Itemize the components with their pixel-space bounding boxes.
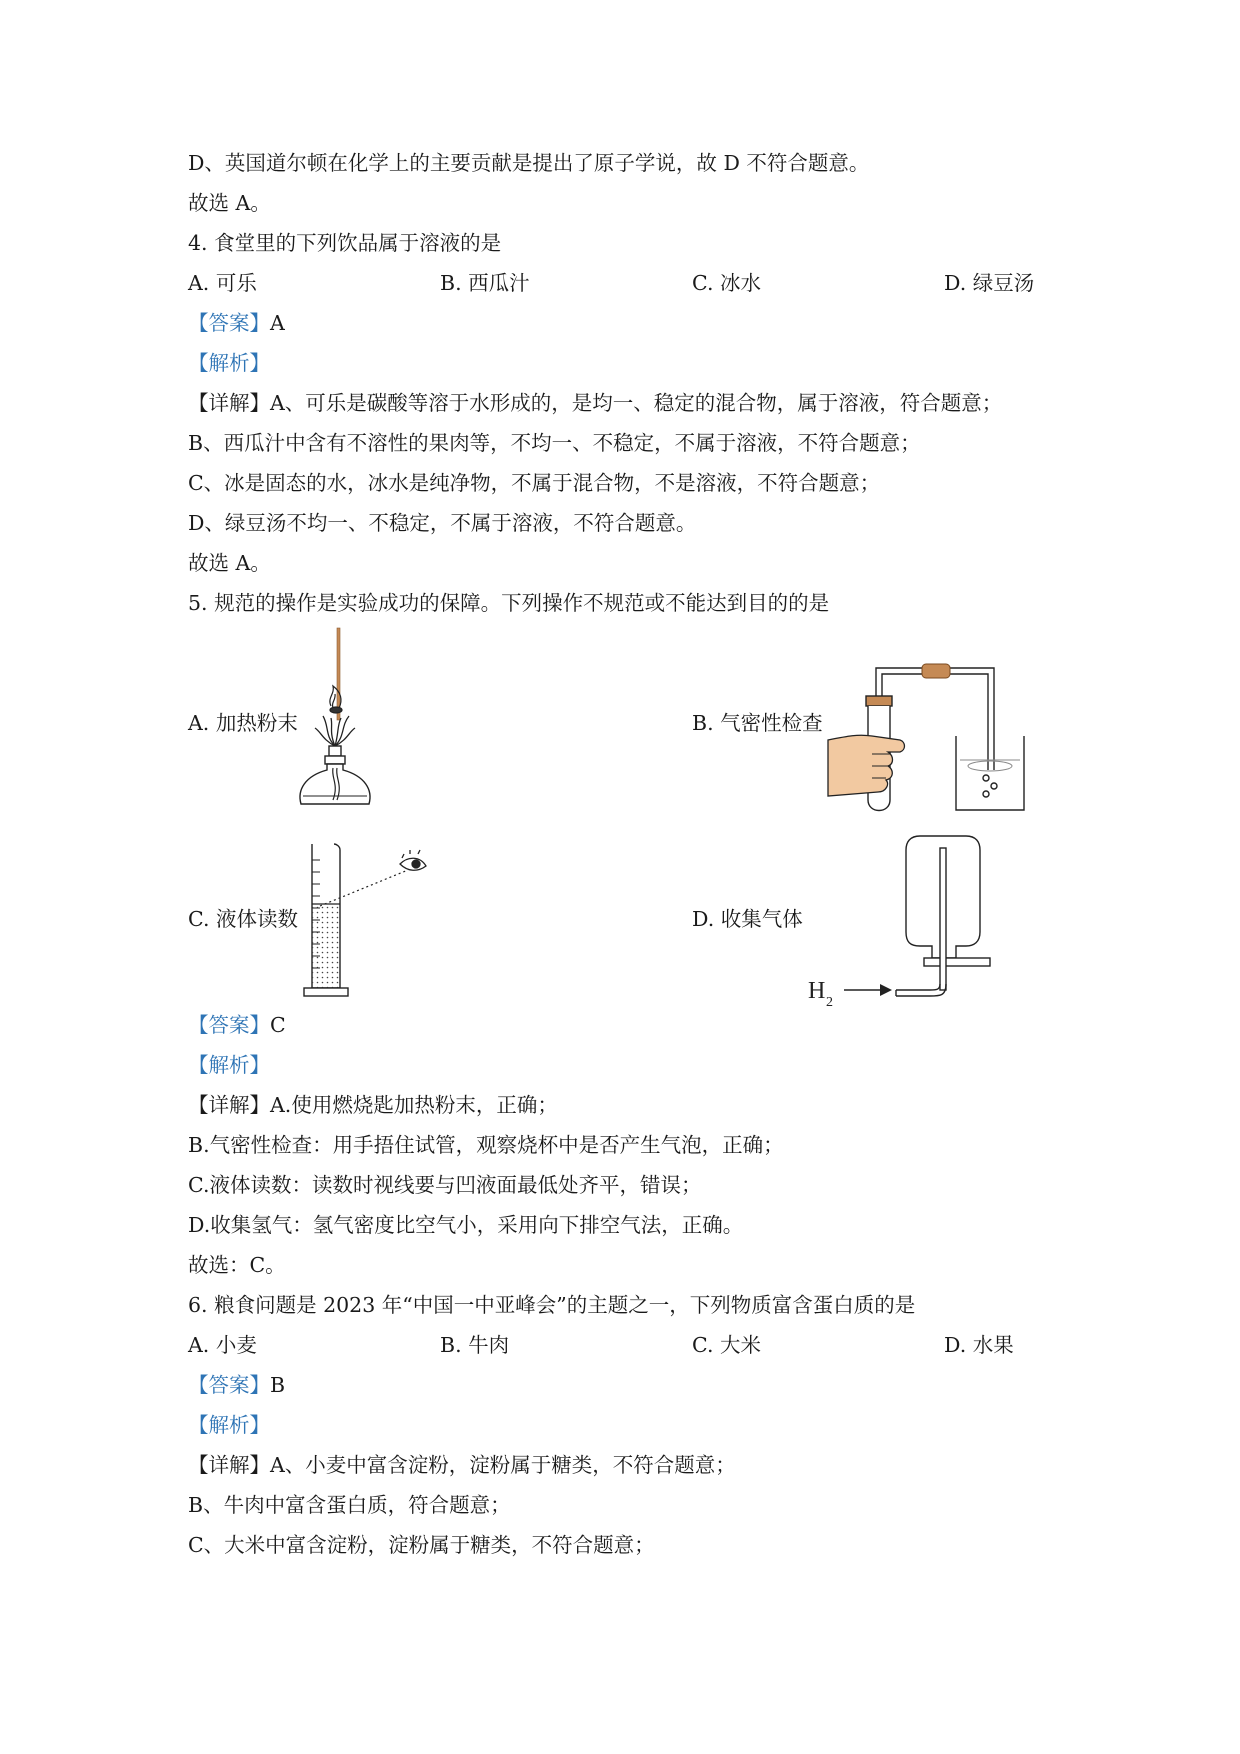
q4-detail-c: C、冰是固态的水，冰水是纯净物，不属于混合物，不是溶液，不符合题意； (188, 471, 881, 495)
q6-option-b: B. 牛肉 (440, 1333, 510, 1357)
q6-option-a: A. 小麦 (188, 1333, 257, 1357)
q3-conclusion: 故选 A。 (188, 191, 271, 215)
q5-detail-b: B.气密性检查：用手捂住试管，观察烧杯中是否产生气泡，正确； (188, 1133, 784, 1157)
q5-option-c: C. 液体读数 (188, 907, 298, 931)
q6-stem: 6. 粮食问题是 2023 年“中国一中亚峰会”的主题之一，下列物质富含蛋白质的是 (188, 1293, 916, 1317)
q6-detail-b: B、牛肉中富含蛋白质，符合题意； (188, 1493, 511, 1517)
beaker-icon (956, 736, 1024, 810)
detail-tag: 【详解】 (188, 391, 270, 415)
q4-stem: 4. 食堂里的下列饮品属于溶液的是 (188, 231, 502, 255)
rubber-connector (922, 664, 950, 678)
q5-analysis-tag (188, 1050, 270, 1080)
answer-value: C (270, 1013, 286, 1037)
hand-icon (828, 735, 905, 796)
q5-detail-c: C.液体读数：读数时视线要与凹液面最低处齐平，错误； (188, 1173, 702, 1197)
detail-tag: 【详解】 (188, 1453, 270, 1477)
answer-value: B (270, 1373, 286, 1397)
analysis-tag: 【解析】 (188, 1413, 270, 1437)
figure-alcohol-lamp-heating (295, 628, 375, 818)
figure-gas-collection (800, 836, 1000, 1010)
q5-stem: 5. 规范的操作是实验成功的保障。下列操作不规范或不能达到目的的是 (188, 591, 830, 615)
gas-bottle-icon (906, 836, 990, 990)
q4-option-b: B. 西瓜汁 (440, 271, 530, 295)
q5-answer (188, 1010, 286, 1040)
answer-tag: 【答案】 (188, 1373, 270, 1397)
lamp-flame-icon (315, 716, 355, 746)
alcohol-lamp-icon (300, 746, 370, 804)
q4-detail-d: D、绿豆汤不均一、不稳定，不属于溶液，不符合题意。 (188, 511, 697, 535)
eye-icon (400, 850, 426, 870)
q6-answer (188, 1370, 285, 1400)
answer-tag: 【答案】 (188, 1013, 270, 1037)
detail-text: A、小麦中富含淀粉，淀粉属于糖类，不符合题意； (270, 1453, 736, 1477)
detail-tag: 【详解】 (188, 1093, 270, 1117)
q5-detail-a (188, 1090, 558, 1120)
q6-analysis-tag (188, 1410, 270, 1440)
measuring-cylinder-icon (304, 844, 348, 996)
q6-detail-c: C、大米中富含淀粉，淀粉属于糖类，不符合题意； (188, 1533, 655, 1557)
answer-tag: 【答案】 (188, 311, 270, 335)
delivery-tube (876, 668, 994, 770)
q6-option-d: D. 水果 (944, 1333, 1014, 1357)
q4-detail-a (188, 388, 1002, 418)
q5-option-d: D. 收集气体 (692, 907, 803, 931)
gas-label-subscript: 2 (826, 995, 833, 1010)
analysis-tag: 【解析】 (188, 351, 270, 375)
q6-option-c: C. 大米 (692, 1333, 761, 1357)
arrow-right-icon (844, 984, 892, 996)
figure-airtightness-check (828, 660, 1028, 818)
q5-detail-d: D.收集氢气：氢气密度比空气小，采用向下排空气法，正确。 (188, 1213, 744, 1237)
detail-text: A、可乐是碳酸等溶于水形成的，是均一、稳定的混合物，属于溶液，符合题意； (270, 391, 1003, 415)
q3-option-d-explanation: D、英国道尔顿在化学上的主要贡献是提出了原子学说，故 D 不符合题意。 (188, 151, 870, 175)
q5-option-a: A. 加热粉末 (188, 711, 298, 735)
q4-option-d: D. 绿豆汤 (944, 271, 1035, 295)
answer-value: A (270, 311, 285, 335)
analysis-tag: 【解析】 (188, 1053, 270, 1077)
figure-cylinder-reading (300, 840, 430, 1002)
q4-answer (188, 308, 285, 338)
gas-label-h: H (808, 978, 826, 1004)
q4-option-a: A. 可乐 (188, 271, 257, 295)
q4-conclusion: 故选 A。 (188, 551, 271, 575)
q4-detail-b: B、西瓜汁中含有不溶性的果肉等，不均一、不稳定，不属于溶液，不符合题意； (188, 431, 921, 455)
q4-option-c: C. 冰水 (692, 271, 761, 295)
q6-detail-a (188, 1450, 736, 1480)
q5-conclusion: 故选：C。 (188, 1253, 286, 1277)
q5-option-b: B. 气密性检查 (692, 711, 823, 735)
q4-analysis-tag (188, 348, 270, 378)
inlet-tube (896, 984, 946, 996)
detail-text: A.使用燃烧匙加热粉末，正确； (270, 1093, 558, 1117)
